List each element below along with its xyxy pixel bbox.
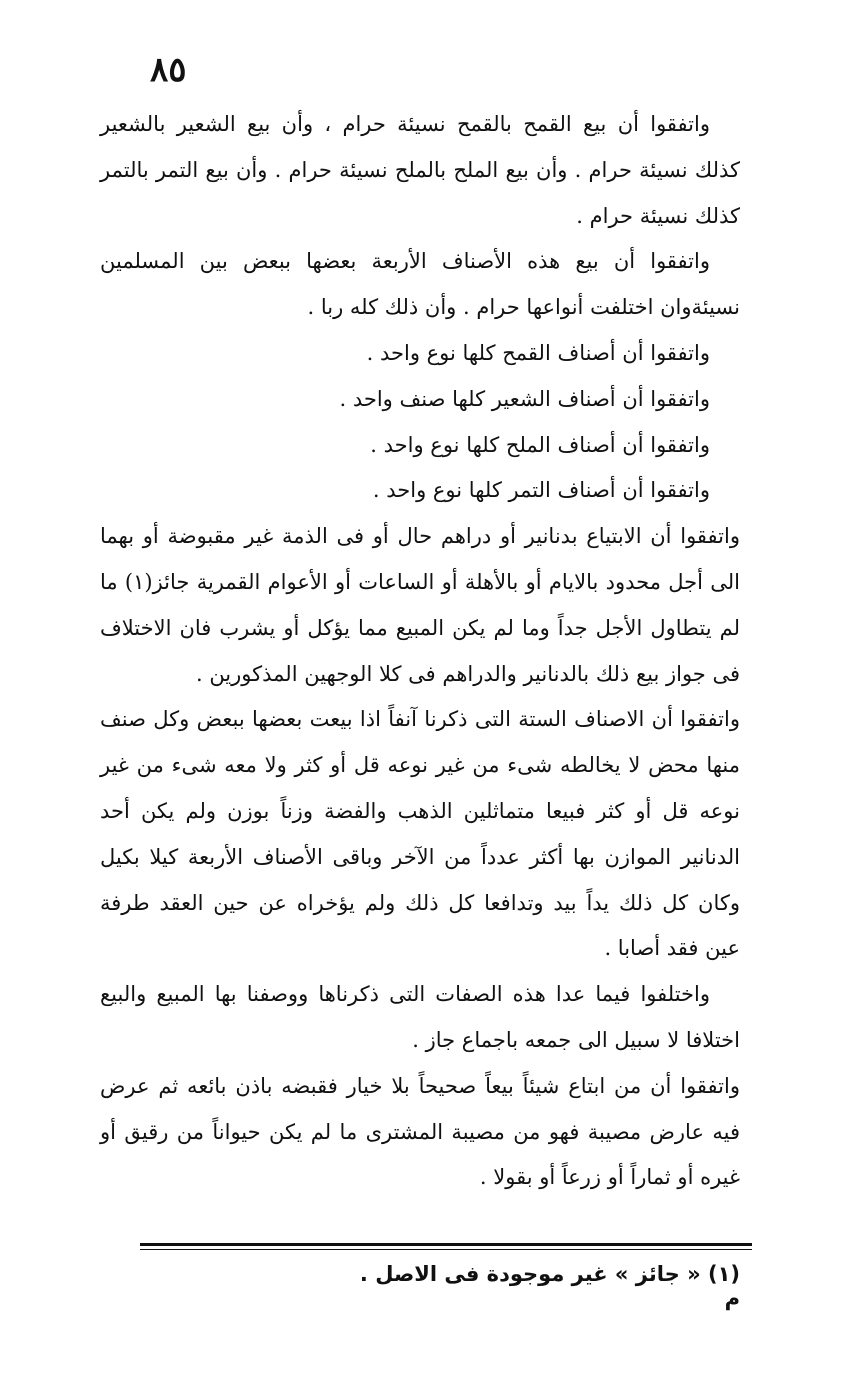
- main-text: [100, 102, 740, 1201]
- footnote-divider: [140, 1243, 752, 1246]
- paragraph-barley-types: واتفقوا أن أصناف الشعير كلها صنف واحد .: [339, 386, 710, 411]
- paragraph-salt-types: واتفقوا أن أصناف الملح كلها نوع واحد .: [370, 432, 710, 457]
- paragraph-four-types: واتفقوا أن بيع هذه الأصناف الأربعة بعضها ببعض بين المسلمين نسيئةوان اختلفت أنواعها حرام . وأن ذلك كله ربا .: [100, 249, 740, 320]
- paragraph-date-types: واتفقوا أن أصناف التمر كلها نوع واحد .: [372, 478, 710, 503]
- footnote-divider-thin: [140, 1249, 752, 1250]
- paragraph-six-types: واتفقوا أن الاصناف الستة التى ذكرنا آنفاً اذا بيعت بعضها ببعض وكل صنف منها محض لا يخالطه شىء من غير نوعه قل أو كثر ولا معه شىء من غير نوعه قل أو كثر فبيعا متماثلين الذهب والفضة وزناً بوزن ولم يكن أحد الدنانير الموازن بها أكثر عدداً من الآخر وباقى الأصناف الأربعة كيلا بكيل وكان كل ذلك يداً بيد وتدافعا كل ذلك ولم يؤخراه عن حين العقد طرفة عين فقد أصابا .: [100, 707, 740, 961]
- page-number: ٨٥: [150, 50, 187, 90]
- paragraph-dinars-dirhams: واتفقوا أن الابتياع بدنانير أو دراهم حال أو فى الذمة غير مقبوضة أو بهما الى أجل محدود بالايام أو بالأهلة أو الساعات أو الأعوام القمرية جائز(١) ما لم يتطاول الأجل جداً وما لم يكن المبيع مما يؤكل أو يشرب فان الاختلاف فى جواز بيع ذلك بالدنانير والدراهم فى كلا الوجهين المذكورين .: [100, 524, 740, 686]
- paragraph-wheat-types: واتفقوا أن أصناف القمح كلها نوع واحد .: [366, 340, 710, 365]
- paragraph-valid-sale: واتفقوا أن من ابتاع شيئاً بيعاً صحيحاً بلا خيار فقبضه باذن بائعه ثم عرض فيه عارض مصيبة فهو من مصيبة المشترى ما لم يكن حيواناً من رقيق أو غيره أو ثماراً أو زرعاً أو بقولا .: [100, 1073, 740, 1190]
- paragraph-disagreement: واختلفوا فيما عدا هذه الصفات التى ذكرناها ووصفنا بها المبيع والبيع اختلافا لا سبيل الى جمعه باجماع جاز .: [100, 982, 740, 1052]
- paragraph-wheat-barley-salt-dates: واتفقوا أن بيع القمح بالقمح نسيئة حرام ، وأن بيع الشعير بالشعير كذلك نسيئة حرام . وأن بيع الملح بالملح نسيئة حرام . وأن بيع التمر بالتمر كذلك نسيئة حرام .: [100, 112, 740, 228]
- footnote: (١) « جائز » غير موجودة فى الاصل . م: [359, 1262, 740, 1310]
